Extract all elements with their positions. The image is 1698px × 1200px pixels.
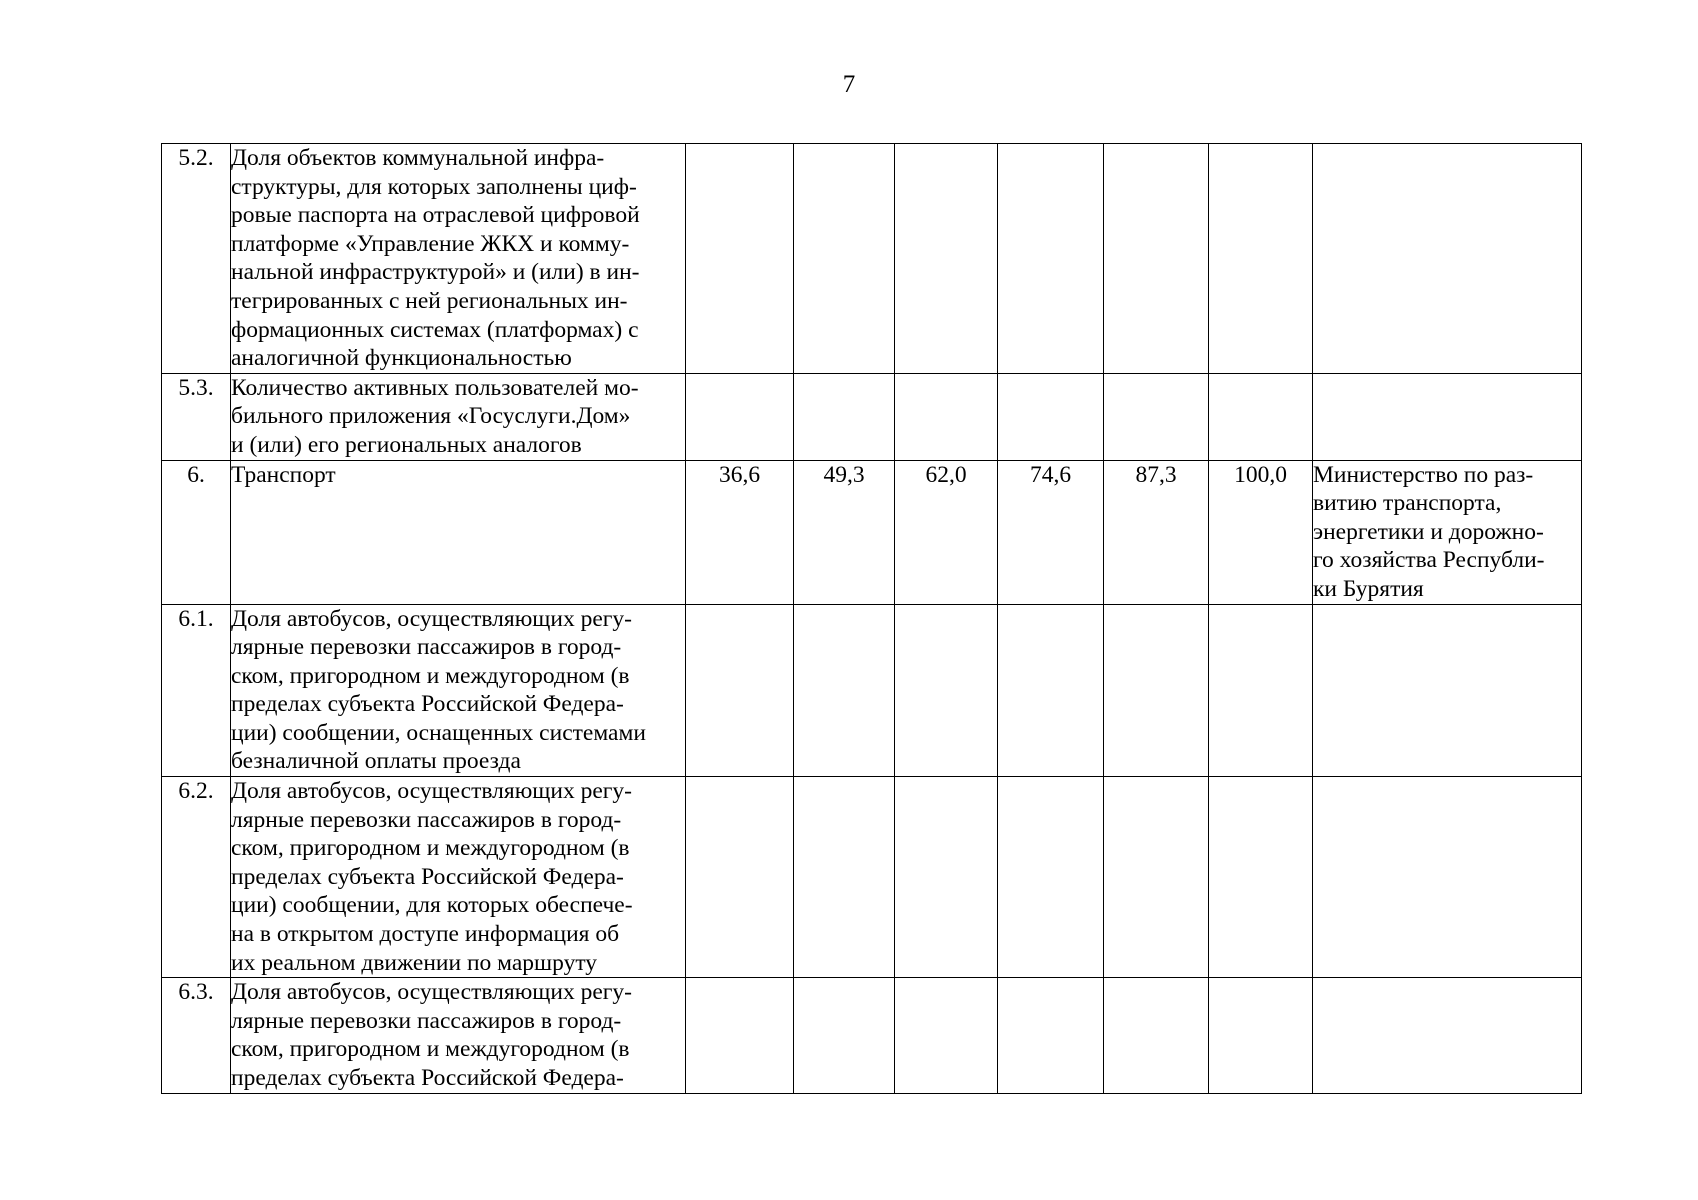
page-number: 7: [842, 71, 856, 98]
value-cell: 36,6: [686, 460, 794, 604]
value-cell: [794, 978, 895, 1093]
value-cell: [895, 777, 998, 978]
row-number: 6.: [162, 460, 231, 604]
table-row: [162, 978, 1582, 1093]
indicator-name: Доля автобусов, осуществляющих регу- лярные перевозки пассажиров в город- ском, пригородном и междугородном (в пределах субъекта Российской Федера- ции) сообщении, оснащенных системами безналичной оплаты проезда: [231, 604, 686, 777]
value-cell: 87,3: [1104, 460, 1209, 604]
value-cell: [998, 978, 1104, 1093]
value-cell: [895, 373, 998, 460]
value-cell: [998, 373, 1104, 460]
value-cell: [895, 604, 998, 777]
value-cell: [794, 373, 895, 460]
value-cell: 62,0: [895, 460, 998, 604]
indicator-name: Доля автобусов, осуществляющих регу- лярные перевозки пассажиров в город- ском, пригородном и междугородном (в пределах субъекта Российской Федера-: [231, 978, 686, 1093]
value-cell: [1209, 144, 1313, 374]
value-cell: [895, 144, 998, 374]
row-number: 6.2.: [162, 777, 231, 978]
indicator-name: Количество активных пользователей мо- бильного приложения «Госуслуги.Дом» и (или) его региональных аналогов: [231, 373, 686, 460]
value-cell: [686, 777, 794, 978]
responsible-cell: [1313, 978, 1582, 1093]
responsible-cell: [1313, 604, 1582, 777]
table-row: [162, 777, 1582, 978]
value-cell: [1104, 373, 1209, 460]
value-cell: [1104, 604, 1209, 777]
value-cell: [686, 604, 794, 777]
indicator-name: Доля объектов коммунальной инфра- структуры, для которых заполнены циф- ровые паспорта на отраслевой цифровой платформе «Управление ЖКХ и комму- нальной инфраструктурой» и (или) в ин- тегрированных с ней региональных ин- формационных системах (платформах) с аналогичной функциональностью: [231, 144, 686, 374]
value-cell: [686, 978, 794, 1093]
value-cell: [998, 144, 1104, 374]
value-cell: [686, 373, 794, 460]
responsible-cell: [1313, 373, 1582, 460]
table-row: [162, 144, 1582, 374]
value-cell: [1209, 978, 1313, 1093]
value-cell: [794, 144, 895, 374]
value-cell: [1209, 604, 1313, 777]
value-cell: [1104, 978, 1209, 1093]
indicator-name: Доля автобусов, осуществляющих регу- лярные перевозки пассажиров в город- ском, пригородном и междугородном (в пределах субъекта Российской Федера- ции) сообщении, для которых обеспече- на в открытом доступе информация об их реальном движении по маршруту: [231, 777, 686, 978]
value-cell: 100,0: [1209, 460, 1313, 604]
indicators-table: [161, 143, 1582, 1094]
row-number: 6.1.: [162, 604, 231, 777]
responsible-cell: [1313, 144, 1582, 374]
responsible-cell: Министерство по раз- витию транспорта, энергетики и дорожно- го хозяйства Республи- ки Бурятия: [1313, 460, 1582, 604]
value-cell: [686, 144, 794, 374]
value-cell: [794, 604, 895, 777]
value-cell: [794, 777, 895, 978]
value-cell: [1104, 144, 1209, 374]
table-row: [162, 373, 1582, 460]
value-cell: [1209, 777, 1313, 978]
value-cell: [998, 777, 1104, 978]
row-number: 5.2.: [162, 144, 231, 374]
table-row: [162, 460, 1582, 604]
value-cell: 49,3: [794, 460, 895, 604]
value-cell: [1209, 373, 1313, 460]
table-row: [162, 604, 1582, 777]
value-cell: [895, 978, 998, 1093]
responsible-cell: [1313, 777, 1582, 978]
row-number: 6.3.: [162, 978, 231, 1093]
row-number: 5.3.: [162, 373, 231, 460]
indicator-name: Транспорт: [231, 460, 686, 604]
value-cell: 74,6: [998, 460, 1104, 604]
value-cell: [1104, 777, 1209, 978]
value-cell: [998, 604, 1104, 777]
